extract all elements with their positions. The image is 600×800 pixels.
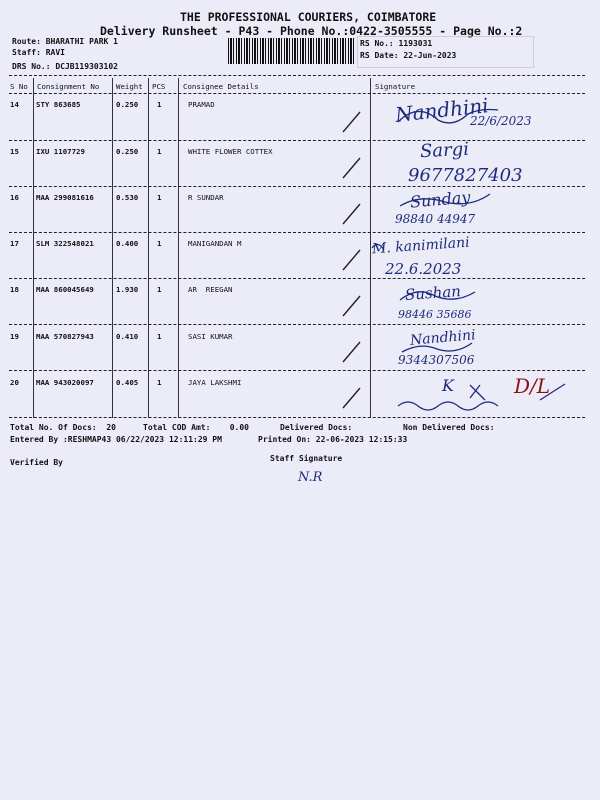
handwritten-remark: D/L [514, 374, 551, 398]
printed-on: Printed On: 22-06-2023 12:15:33 [258, 435, 408, 444]
row-pcs: 1 [157, 239, 162, 248]
col-header-weight: Weight [116, 82, 143, 91]
row-consignment: STY 863685 [36, 100, 81, 109]
row-sno: 14 [10, 100, 19, 109]
runsheet-title: Delivery Runsheet - P43 - Phone No.:0422-3505555 - Page No.:2 [100, 24, 523, 38]
handwritten-phone: 98840 44947 [395, 212, 476, 226]
handwritten-date: 22.6.2023 [385, 260, 462, 278]
handwritten-phone: 98446 35686 [398, 308, 472, 321]
check-slash [343, 158, 360, 178]
total-docs: Total No. Of Docs: 20 [10, 423, 116, 432]
row-pcs: 1 [157, 100, 162, 109]
handwritten-signature: Sargi [419, 138, 470, 163]
handwritten-mark: K [442, 376, 454, 395]
company-title: THE PROFESSIONAL COURIERS, COIMBATORE [180, 10, 437, 24]
row-weight: 0.250 [116, 100, 139, 109]
verified-by: Verified By [10, 458, 63, 467]
check-slash [343, 112, 360, 132]
check-slash [343, 204, 360, 224]
row-sno: 15 [10, 147, 19, 156]
handwritten-signature: Nandhini [394, 93, 490, 127]
row-consignee: PRAMAD [188, 100, 215, 109]
handwritten-signature: M. kanimilani [371, 234, 471, 258]
row-consignee: R SUNDAR [188, 193, 224, 202]
row-sno: 16 [10, 193, 19, 202]
row-sno: 20 [10, 378, 19, 387]
row-pcs: 1 [157, 378, 162, 387]
row-weight: 0.530 [116, 193, 139, 202]
handwritten-signature: Sushan [404, 282, 462, 304]
row-consignee: WHITE FLOWER COTTEX [188, 147, 273, 156]
entered-by: Entered By :RESHMAP43 06/22/2023 12:11:29 PM [10, 435, 222, 444]
handwritten-date: 22/6/2023 [470, 114, 532, 128]
row-weight: 0.400 [116, 239, 139, 248]
row-weight: 0.410 [116, 332, 139, 341]
row-sno: 17 [10, 239, 19, 248]
check-slash [343, 342, 360, 362]
row-weight: 0.250 [116, 147, 139, 156]
check-slash [343, 296, 360, 316]
handwritten-signature: Sunday [409, 187, 472, 212]
staff-signature: N.R [298, 470, 323, 485]
row-consignment: SLM 322548021 [36, 239, 94, 248]
route-label: Route: BHARATHI PARK 1 [12, 37, 118, 46]
check-slash [343, 250, 360, 270]
row-consignment: MAA 570827943 [36, 332, 94, 341]
non-delivered-docs: Non Delivered Docs: [403, 423, 495, 432]
row-consignee: SASI KUMAR [188, 332, 233, 341]
handwritten-phone: 9677827403 [408, 165, 523, 186]
col-header-sno: S No [10, 82, 28, 91]
handwritten-phone: 9344307506 [398, 353, 475, 367]
row-weight: 1.930 [116, 285, 139, 294]
row-consignment: MAA 299081616 [36, 193, 94, 202]
row-consignee: MANIGANDAN M [188, 239, 242, 248]
row-consignment: MAA 943020097 [36, 378, 94, 387]
row-pcs: 1 [157, 147, 162, 156]
staff-label: Staff: RAVI [12, 48, 65, 57]
rs-date: RS Date: 22-Jun-2023 [360, 51, 457, 60]
row-consignment: MAA 860045649 [36, 285, 94, 294]
col-header-signature: Signature [375, 82, 416, 91]
row-pcs: 1 [157, 285, 162, 294]
row-pcs: 1 [157, 332, 162, 341]
handwritten-signature: Nandhini [409, 327, 477, 349]
total-cod: Total COD Amt: 0.00 [143, 423, 249, 432]
check-slash [343, 388, 360, 408]
rs-number: RS No.: 1193031 [360, 39, 433, 48]
col-header-consignee: Consignee Details [183, 82, 259, 91]
drs-number: DRS No.: DCJB119303102 [12, 62, 118, 71]
row-consignee: JAYA LAKSHMI [188, 378, 242, 387]
col-header-consignment: Consignment No [37, 82, 100, 91]
row-weight: 0.405 [116, 378, 139, 387]
row-sno: 19 [10, 332, 19, 341]
row-consignee: AR REEGAN [188, 285, 233, 294]
row-pcs: 1 [157, 193, 162, 202]
staff-signature-label: Staff Signature [270, 454, 343, 463]
row-sno: 18 [10, 285, 19, 294]
row-consignment: IXU 1107729 [36, 147, 85, 156]
col-header-pcs: PCS [152, 82, 166, 91]
delivered-docs: Delivered Docs: [280, 423, 353, 432]
